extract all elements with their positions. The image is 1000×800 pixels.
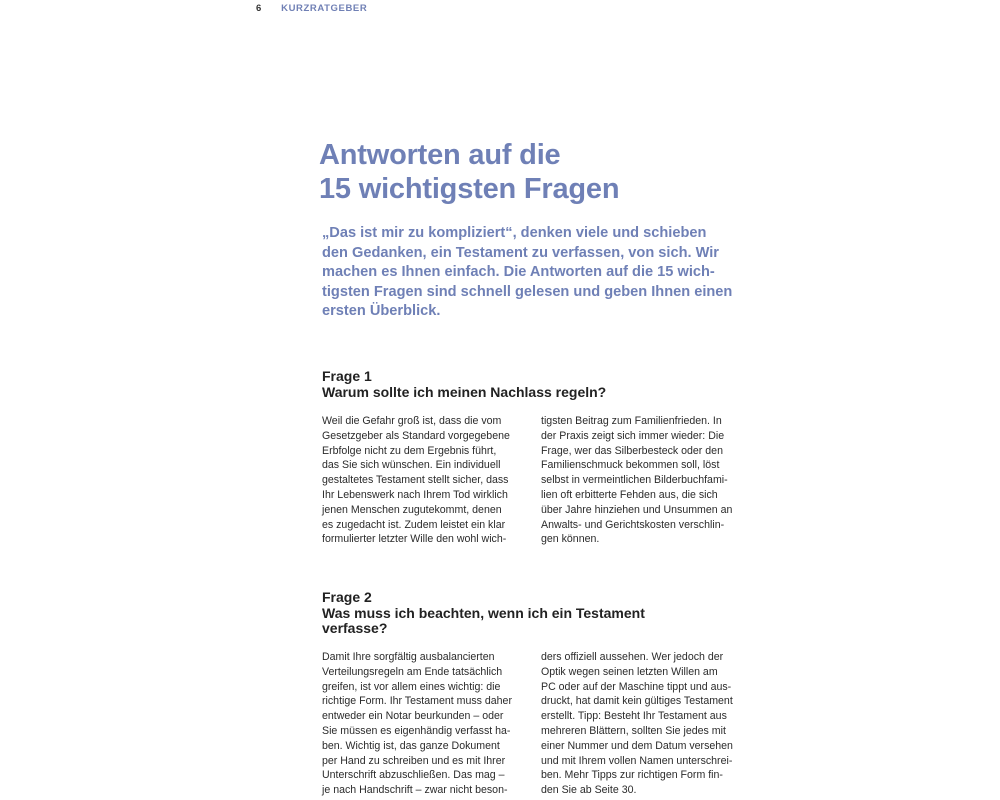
title-line: 15 wichtigsten Fragen	[319, 173, 620, 205]
answer-line: über Jahre hinziehen und Unsummen an	[541, 503, 733, 516]
answer-line: erstellt. Tipp: Besteht Ihr Testament aus	[541, 710, 727, 723]
intro-line: ersten Überblick.	[322, 303, 441, 320]
answer-line: Erbfolge nicht zu dem Ergebnis führt,	[322, 444, 497, 457]
question-text: verfasse?	[322, 620, 388, 636]
answer-line: greifen, ist vor allem eines wichtig: die	[322, 680, 501, 693]
answer-line: richtige Form. Ihr Testament muss daher	[322, 695, 512, 708]
question-label: Frage 2	[322, 589, 372, 605]
page-number: 6	[256, 3, 262, 14]
answer-line: entweder ein Notar beurkunden – oder	[322, 710, 504, 723]
answer-line: und mit Ihrem vollen Namen unterschrei-	[541, 754, 733, 767]
answer-line: gen können.	[541, 533, 600, 546]
answer-line: Ihr Lebenswerk nach Ihrem Tod wirklich	[322, 488, 508, 501]
answer-line: das Sie sich wünschen. Ein individuell	[322, 459, 501, 472]
answer-line: Optik wegen seinen letzten Willen am	[541, 665, 718, 678]
answer-line: es zugedacht ist. Zudem leistet ein klar	[322, 518, 506, 531]
answer-line: Weil die Gefahr groß ist, dass die vom	[322, 415, 502, 427]
answer-line: Anwalts- und Gerichtskosten verschlin-	[541, 518, 725, 531]
question-2-answer-column-1	[322, 650, 532, 798]
intro-line: machen es Ihnen einfach. Die Antworten auf die 15 wich-	[322, 264, 715, 281]
answer-line: selbst in vermeintlichen Bilderbuchfami-	[541, 474, 728, 487]
question-text: Was muss ich beachten, wenn ich ein Testament	[322, 604, 645, 621]
answer-line: Verteilungsregeln am Ende tatsächlich	[322, 665, 503, 678]
answer-line: gestaltetes Testament stellt sicher, dass	[322, 474, 509, 487]
section-label: KURZRATGEBER	[281, 3, 368, 14]
answer-line: PC oder auf der Maschine tippt und aus-	[541, 680, 732, 693]
intro-line: tigsten Fragen sind schnell gelesen und geben Ihnen einen	[322, 283, 733, 300]
question-label: Frage 1	[322, 368, 372, 384]
question-text: Warum sollte ich meinen Nachlass regeln?	[322, 383, 607, 400]
intro-paragraph	[322, 224, 742, 322]
title-line: Antworten auf die	[319, 139, 561, 171]
answer-line: Familienschmuck bekommen soll, löst	[541, 459, 720, 472]
intro-line: den Gedanken, ein Testament zu verfassen, von sich. Wir	[322, 244, 719, 261]
answer-line: Frage, wer das Silberbesteck oder den	[541, 444, 723, 457]
answer-line: jenen Menschen zugutekommt, denen	[322, 503, 502, 516]
answer-line: Gesetzgeber als Standard vorgegebene	[322, 429, 510, 442]
answer-line: Damit Ihre sorgfältig ausbalancierten	[322, 651, 495, 663]
running-header	[256, 3, 367, 14]
page-title	[319, 138, 619, 206]
answer-line: mehreren Blättern, sollten Sie jedes mit	[541, 724, 726, 737]
answer-line: ders offiziell aussehen. Wer jedoch der	[541, 651, 724, 663]
answer-line: formulierter letzter Wille den wohl wich-	[322, 533, 507, 546]
question-2-answer-column-2	[541, 650, 751, 798]
answer-line: einer Nummer und dem Datum versehen	[541, 739, 733, 752]
question-1-answer-column-2	[541, 414, 751, 547]
question-1-answer-column-1	[322, 414, 532, 547]
answer-line: per Hand zu schreiben und es mit Ihrer	[322, 754, 506, 767]
answer-line: Sie müssen es eigenhändig verfasst ha-	[322, 724, 511, 737]
answer-line: tigsten Beitrag zum Familienfrieden. In	[541, 415, 722, 427]
answer-line: ben. Mehr Tipps zur richtigen Form fin-	[541, 769, 723, 782]
answer-line: der Praxis zeigt sich immer wieder: Die	[541, 429, 725, 442]
answer-line: Unterschrift abzuschließen. Das mag –	[322, 769, 505, 782]
answer-line: lien oft erbitterte Fehden aus, die sich	[541, 488, 718, 501]
answer-line: ben. Wichtig ist, das ganze Dokument	[322, 739, 500, 752]
answer-line: je nach Handschrift – zwar nicht beson-	[322, 784, 508, 797]
intro-line: „Das ist mir zu kompliziert“, denken viele und schieben	[322, 225, 707, 241]
question-2-heading	[322, 590, 645, 637]
question-1-heading	[322, 369, 606, 400]
answer-line: den Sie ab Seite 30.	[541, 784, 637, 797]
answer-line: druckt, hat damit kein gültiges Testament	[541, 695, 733, 708]
